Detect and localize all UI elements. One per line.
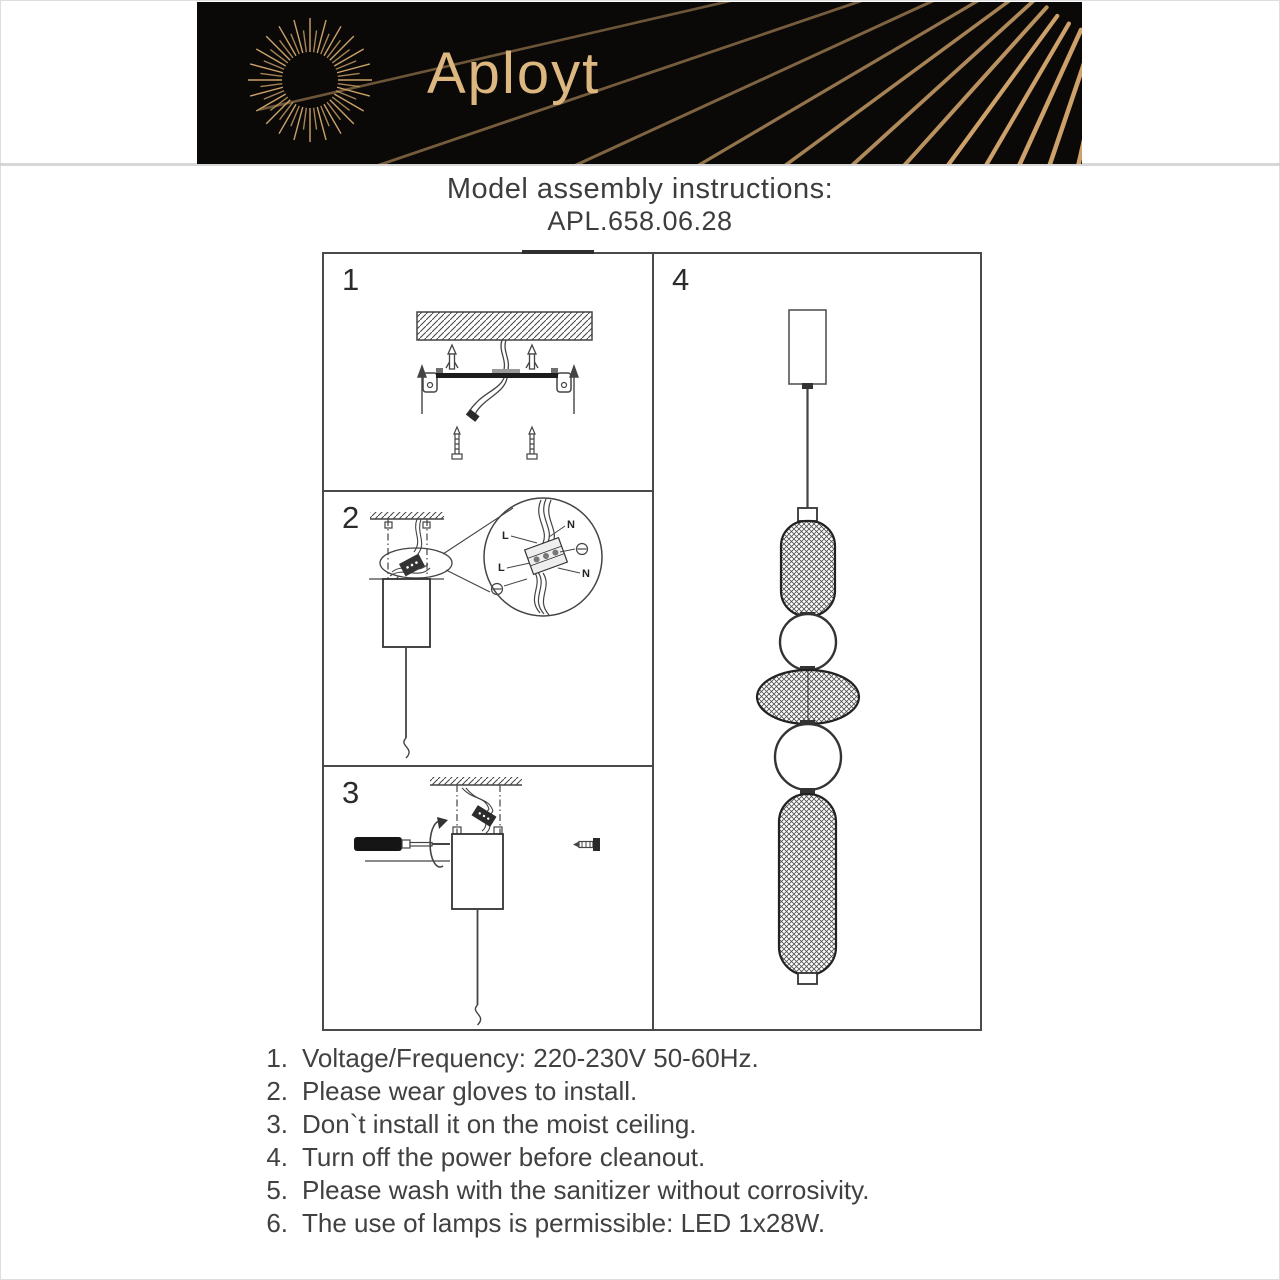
ceiling-hatch <box>430 777 522 785</box>
instruction-text: Please wash with the sanitizer without corrosivity. <box>302 1175 870 1205</box>
pendant-cable <box>404 647 409 758</box>
terminal-block-small <box>471 805 496 827</box>
screwdriver-icon <box>354 837 450 851</box>
neutral-label: N <box>567 519 575 531</box>
bottom-collar <box>798 973 817 984</box>
title-block <box>0 172 1280 237</box>
instruction-item <box>240 1141 1080 1174</box>
step-2-diagram <box>324 492 652 765</box>
ground-symbol-icon <box>577 544 588 555</box>
ceiling-hatch <box>370 512 444 519</box>
instruction-number: 6. <box>266 1208 288 1238</box>
step-3-panel <box>324 767 652 1029</box>
instruction-text: Turn off the power before cleanout. <box>302 1142 706 1172</box>
wiring-detail-circle <box>484 498 602 616</box>
ceiling-hatch <box>417 312 592 340</box>
step-number: 1 <box>342 262 360 297</box>
step-4-panel <box>654 254 980 1029</box>
canopy <box>369 579 444 647</box>
step-3-diagram <box>324 767 652 1029</box>
anchor-icon <box>446 345 538 369</box>
step-1-diagram <box>324 254 652 490</box>
instruction-text: Please wear gloves to install. <box>302 1076 638 1106</box>
instruction-number: 1. <box>266 1043 288 1073</box>
instruction-number: 5. <box>266 1175 288 1205</box>
mesh-shade-capsule <box>781 521 835 616</box>
detail-leader <box>446 570 490 592</box>
brand-name: Aployt <box>427 41 601 106</box>
mesh-shade-capsule-long <box>779 794 836 975</box>
neutral-label: N <box>582 568 590 580</box>
live-label: L <box>502 530 509 542</box>
model-number: APL.658.06.28 <box>547 206 733 236</box>
brand-banner <box>197 2 1082 164</box>
step-number: 2 <box>342 500 360 535</box>
instruction-item <box>240 1207 1080 1240</box>
screw-icon <box>452 427 537 459</box>
instruction-text: Don`t install it on the moist ceiling. <box>302 1109 697 1139</box>
assembled-lamp-diagram <box>654 254 980 1029</box>
canopy-nub <box>802 383 813 389</box>
glass-sphere <box>775 724 841 790</box>
page-title: Model assembly instructions: <box>446 173 834 205</box>
screw-icon <box>573 838 600 851</box>
top-collar <box>798 508 817 521</box>
instruction-item <box>240 1108 1080 1141</box>
instruction-text: The use of lamps is permissible: LED 1x28W. <box>302 1208 826 1238</box>
canopy <box>452 827 503 909</box>
step-number: 4 <box>672 262 690 297</box>
instruction-text: Voltage/Frequency: 220-230V 50-60Hz. <box>302 1043 759 1073</box>
instruction-number: 4. <box>266 1142 288 1172</box>
instruction-item <box>240 1174 1080 1207</box>
step-2-panel <box>324 492 652 767</box>
live-label: L <box>498 562 505 574</box>
power-wire <box>469 340 509 419</box>
rotation-arrow-icon <box>430 817 448 867</box>
instructions-list <box>240 1042 1080 1240</box>
step-number: 3 <box>342 775 360 810</box>
steps-column <box>324 254 654 1029</box>
canopy <box>789 310 826 384</box>
starburst-logo-icon <box>248 18 372 142</box>
mounting-bracket <box>423 368 571 392</box>
glass-sphere <box>780 614 836 670</box>
instruction-number: 2. <box>266 1076 288 1106</box>
pendant-cable <box>475 909 480 1025</box>
step-1-panel <box>324 254 652 492</box>
instruction-item <box>240 1075 1080 1108</box>
assembly-diagram-grid <box>322 252 982 1031</box>
instruction-item <box>240 1042 1080 1075</box>
instruction-number: 3. <box>266 1109 288 1139</box>
